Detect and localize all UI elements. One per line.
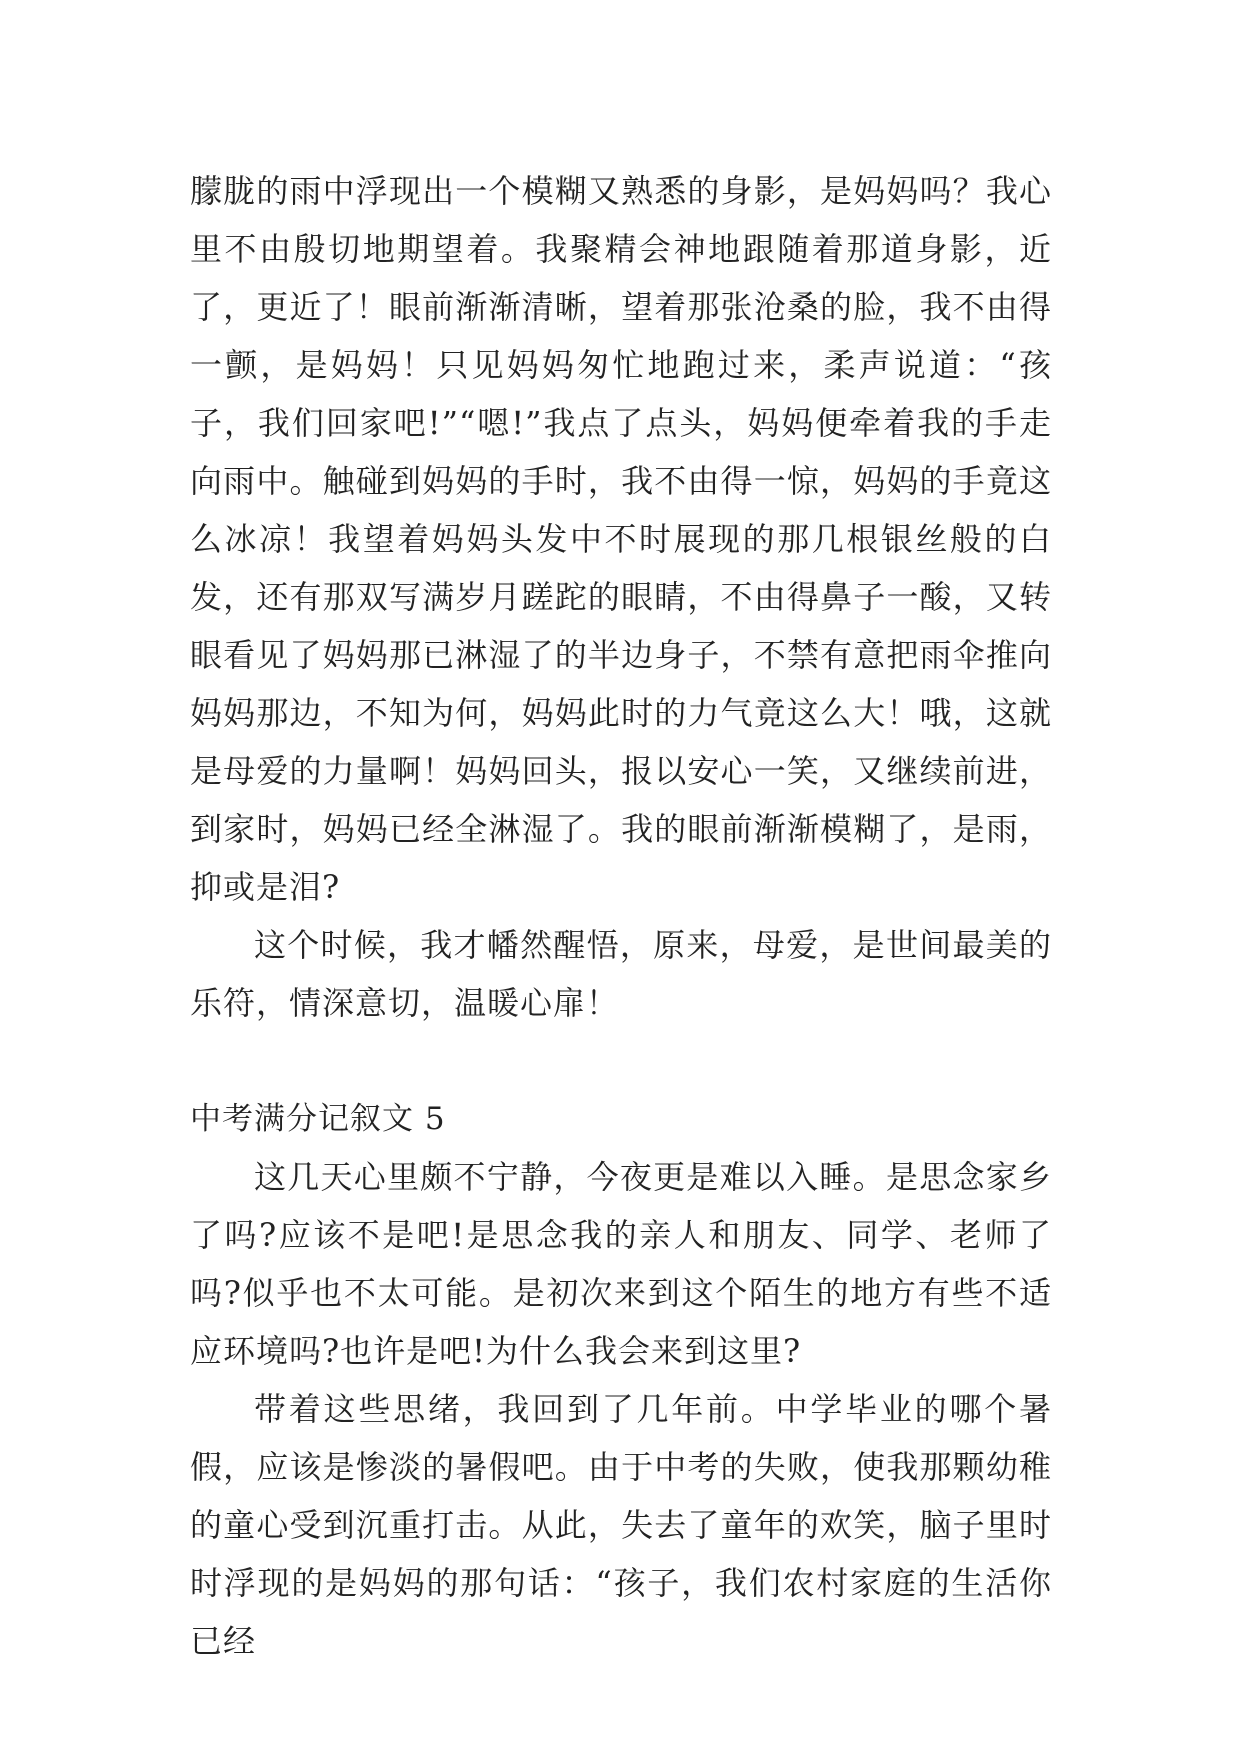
section-heading: 中考满分记叙文 5	[190, 1101, 446, 1137]
paragraph: 这个时候，我才幡然醒悟，原来，母爱，是世间最美的乐符，情深意切，温暖心扉！	[190, 926, 1052, 1022]
document-body	[190, 162, 1052, 1670]
paragraph: 这几天心里颇不宁静，今夜更是难以入睡。是思念家乡了吗?应该不是吧!是思念我的亲人和朋友、同学、老师了吗?似乎也不太可能。是初次来到这个陌生的地方有些不适应环境吗?也许是吧!为什么我会来到这里?	[190, 1158, 1052, 1370]
paragraph: 带着这些思绪，我回到了几年前。中学毕业的哪个暑假，应该是惨淡的暑假吧。由于中考的失败，使我那颗幼稚的童心受到沉重打击。从此，失去了童年的欢笑，脑子里时时浮现的是妈妈的那句话：“孩子，我们农村家庭的生活你已经	[190, 1390, 1052, 1660]
paragraph: 朦胧的雨中浮现出一个模糊又熟悉的身影，是妈妈吗？我心里不由殷切地期望着。我聚精会神地跟随着那道身影，近了，更近了！眼前渐渐清晰，望着那张沧桑的脸，我不由得一颤，是妈妈！只见妈妈匆忙地跑过来，柔声说道：“孩子，我们回家吧!”“嗯!”我点了点头，妈妈便牵着我的手走向雨中。触碰到妈妈的手时，我不由得一惊，妈妈的手竟这么冰凉！我望着妈妈头发中不时展现的那几根银丝般的白发，还有那双写满岁月蹉跎的眼睛，不由得鼻子一酸，又转眼看见了妈妈那已淋湿了的半边身子，不禁有意把雨伞推向妈妈那边，不知为何，妈妈此时的力气竟这么大！哦，这就是母爱的力量啊！妈妈回头，报以安心一笑，又继续前进，到家时，妈妈已经全淋湿了。我的眼前渐渐模糊了，是雨，抑或是泪?	[190, 172, 1052, 906]
